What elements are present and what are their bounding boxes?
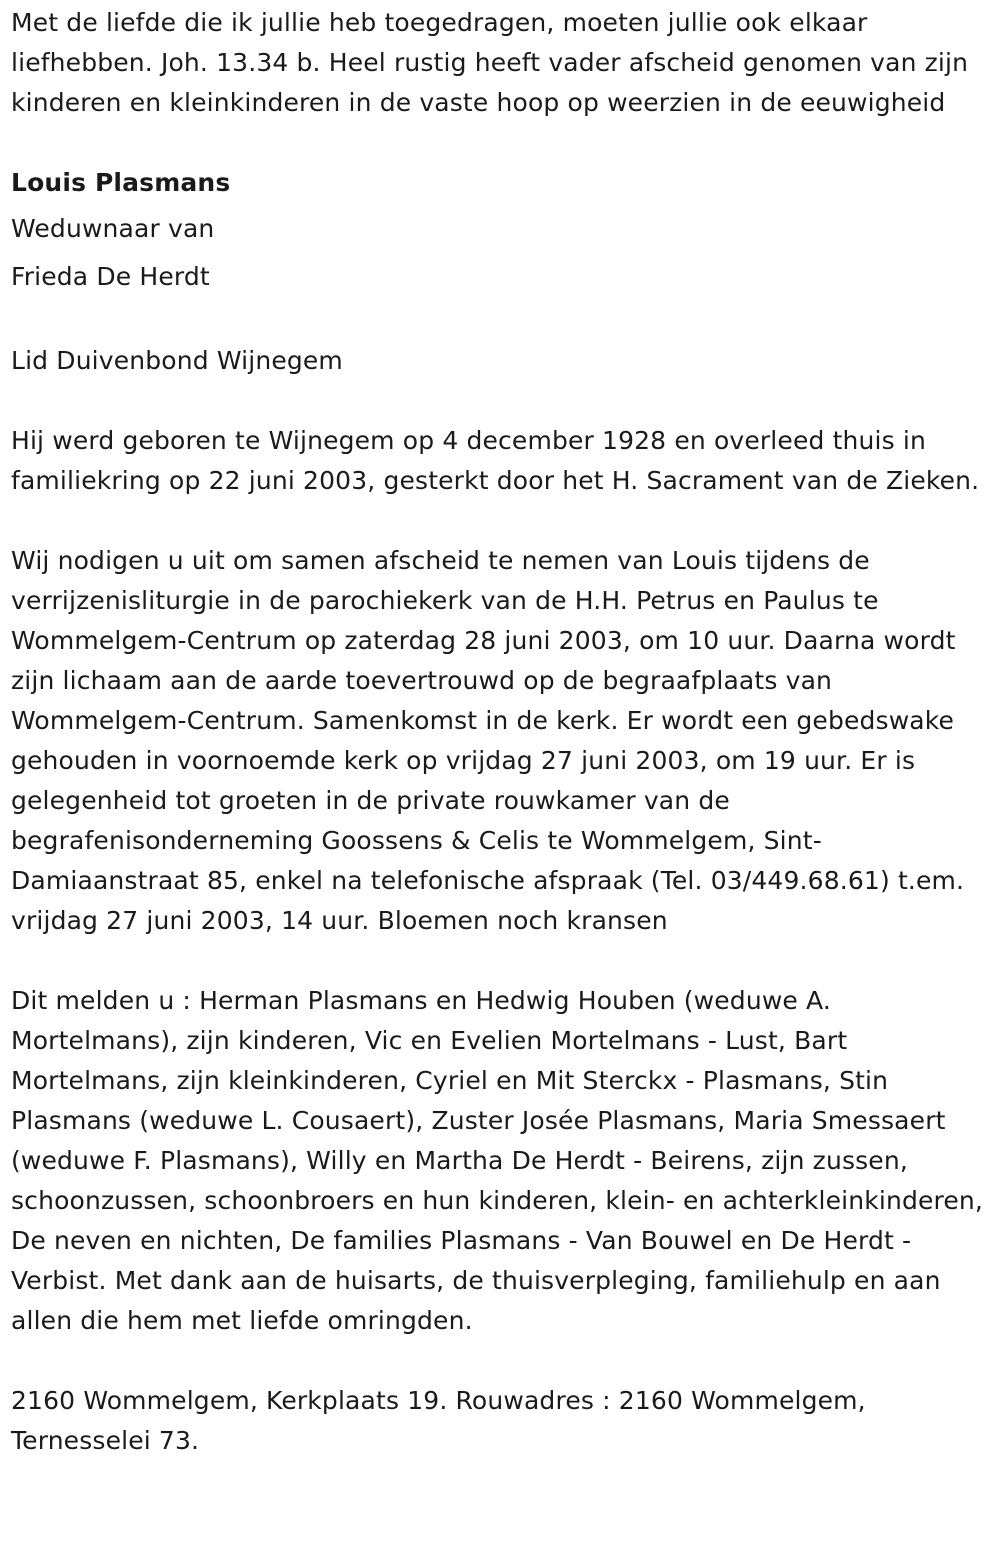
intro-paragraph: Met de liefde die ik jullie heb toegedragen, moeten jullie ook elkaar liefhebben. Joh. 13.34 b. Heel rustig heeft vader afscheid genomen van zijn kinderen en kleinkinderen in de vaste hoop op weerzien in de eeuwigheid: [11, 8, 969, 117]
spacer: [11, 501, 986, 541]
spacer: [11, 941, 986, 981]
obituary-document: [11, 3, 986, 1461]
spacer: [11, 123, 986, 163]
spacer: [11, 1341, 986, 1381]
birth-death-paragraph: Hij werd geboren te Wijnegem op 4 december 1928 en overleed thuis in familiekring op 22 juni 2003, gesterkt door het H. Sacrament van de Zieken.: [11, 426, 980, 495]
widower-label: Weduwnaar van: [11, 214, 215, 243]
membership-line: Lid Duivenbond Wijnegem: [11, 346, 343, 375]
spacer: [11, 301, 986, 341]
spacer: [11, 381, 986, 421]
spouse-name: Frieda De Herdt: [11, 262, 210, 291]
announcement-paragraph: Dit melden u : Herman Plasmans en Hedwig Houben (weduwe A. Mortelmans), zijn kinderen, Vic en Evelien Mortelmans - Lust, Bart Mortelmans, zijn kleinkinderen, Cyriel en Mit Sterckx - Plasmans, Stin Plasmans (weduwe L. Cousaert), Zuster Josée Plasmans, Maria Smessaert (weduwe F. Plasmans), Willy en Martha De Herdt - Beirens, zijn zussen, schoonzussen, schoonbroers en hun kinderen, klein- en achterkleinkinderen, De neven en nichten, De families Plasmans - Van Bouwel en De Herdt - Verbist. Met dank aan de huisarts, de thuisverpleging, familiehulp en aan allen die hem met liefde omringden.: [11, 986, 984, 1335]
invitation-paragraph: Wij nodigen u uit om samen afscheid te nemen van Louis tijdens de verrijzenisliturgie in de parochiekerk van de H.H. Petrus en Paulus te Wommelgem-Centrum op zaterdag 28 juni 2003, om 10 uur. Daarna wordt zijn lichaam aan de aarde toevertrouwd op de begraafplaats van Wommelgem-Centrum. Samenkomst in de kerk. Er wordt een gebedswake gehouden in voornoemde kerk op vrijdag 27 juni 2003, om 19 uur. Er is gelegenheid tot groeten in de private rouwkamer van de begrafenisonderneming Goossens & Celis te Wommelgem, Sint-Damiaanstraat 85, enkel na telefonische afspraak (Tel. 03/449.68.61) t.em. vrijdag 27 juni 2003, 14 uur. Bloemen noch kransen: [11, 546, 965, 935]
address-paragraph: 2160 Wommelgem, Kerkplaats 19. Rouwadres : 2160 Wommelgem, Ternesselei 73.: [11, 1386, 866, 1455]
deceased-name: Louis Plasmans: [11, 168, 231, 197]
